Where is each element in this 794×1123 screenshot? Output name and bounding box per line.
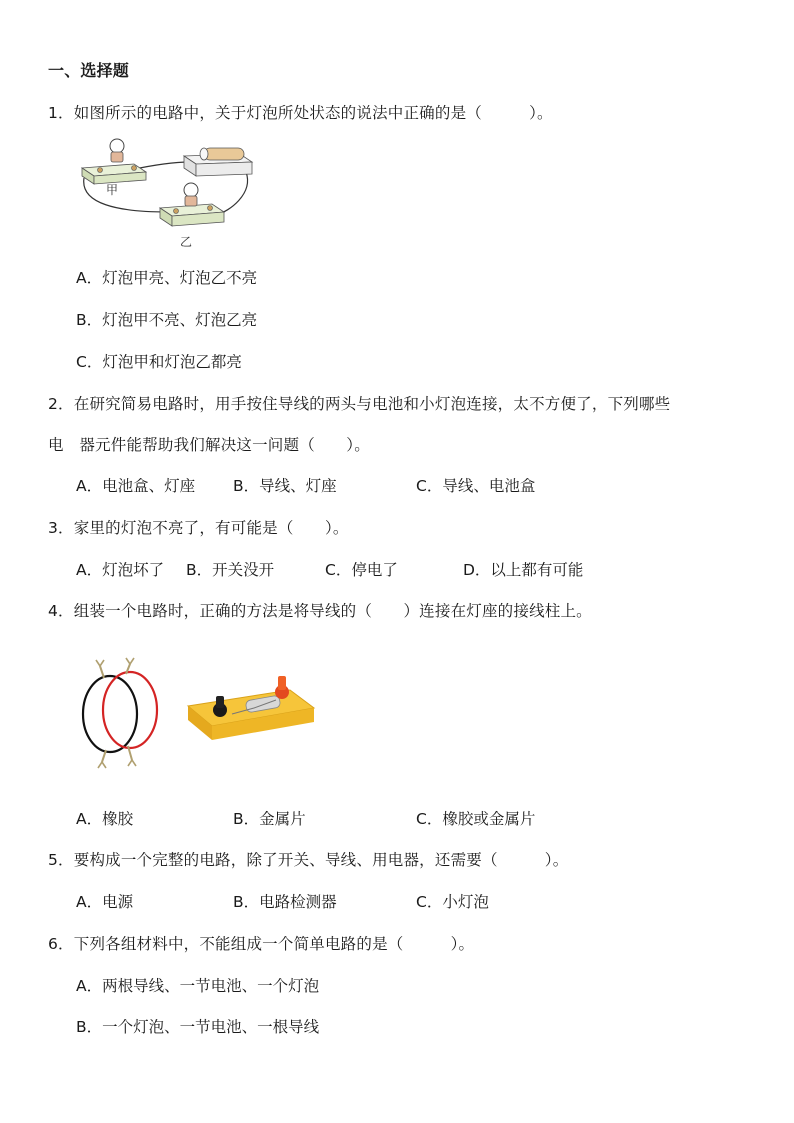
- lamp-holder-figure: [184, 668, 318, 754]
- q6-option-b: B．一个灯泡、一节电池、一根导线: [76, 1018, 320, 1036]
- fork-terminal-icon: [128, 760, 136, 766]
- wires-figure: [80, 656, 162, 772]
- q2-option-c: C．导线、电池盒: [416, 477, 536, 495]
- bulb-yi-icon: [184, 183, 198, 197]
- q2-option-b: B．导线、灯座: [233, 477, 337, 495]
- question-1-text: 1．如图所示的电路中，关于灯泡所处状态的说法中正确的是（ ）。: [48, 104, 553, 122]
- section-title: 一、选择题: [48, 61, 130, 80]
- q3-option-b: B．开关没开: [186, 561, 275, 579]
- black-wire-icon: [83, 676, 137, 752]
- q3-option-d: D．以上都有可能: [463, 561, 584, 579]
- q4-option-a: A．橡胶: [76, 810, 134, 828]
- question-3-text: 3．家里的灯泡不亮了，有可能是（ ）。: [48, 519, 349, 537]
- question-2-text-line1: 2．在研究简易电路时，用手按住导线的两头与电池和小灯泡连接，太不方便了，下列哪些: [48, 395, 671, 413]
- q4-option-c: C．橡胶或金属片: [416, 810, 536, 828]
- q1-option-b: B．灯泡甲不亮、灯泡乙亮: [76, 311, 258, 329]
- q5-option-a: A．电源: [76, 893, 134, 911]
- battery-icon: [204, 148, 244, 160]
- red-wire-icon: [103, 672, 157, 748]
- question-6-text: 6．下列各组材料中，不能组成一个简单电路的是（ ）。: [48, 935, 475, 953]
- question-4-text: 4．组装一个电路时，正确的方法是将导线的（ ）连接在灯座的接线柱上。: [48, 602, 592, 620]
- question-5-text: 5．要构成一个完整的电路，除了开关、导线、用电器，还需要（ ）。: [48, 851, 569, 869]
- fork-terminal-icon: [126, 658, 134, 664]
- q4-option-b: B．金属片: [233, 810, 306, 828]
- q5-option-b: B．电路检测器: [233, 893, 337, 911]
- q3-option-a: A．灯泡坏了: [76, 561, 165, 579]
- q1-option-a: A．灯泡甲亮、灯泡乙不亮: [76, 269, 258, 287]
- q2-option-a: A．电池盒、灯座: [76, 477, 196, 495]
- fork-terminal-icon: [98, 762, 106, 768]
- label-jia: 甲: [106, 183, 119, 197]
- label-yi: 乙: [180, 235, 193, 249]
- q1-option-c: C．灯泡甲和灯泡乙都亮: [76, 353, 242, 371]
- bulb-jia-icon: [110, 139, 124, 153]
- q6-option-a: A．两根导线、一节电池、一个灯泡: [76, 977, 320, 995]
- question-2-text-line2: 电 器元件能帮助我们解决这一问题（ ）。: [48, 436, 370, 454]
- fork-terminal-icon: [96, 660, 104, 666]
- circuit-figure: [78, 134, 258, 252]
- q5-option-c: C．小灯泡: [416, 893, 489, 911]
- q3-option-c: C．停电了: [325, 561, 398, 579]
- wire-icon: [218, 172, 248, 214]
